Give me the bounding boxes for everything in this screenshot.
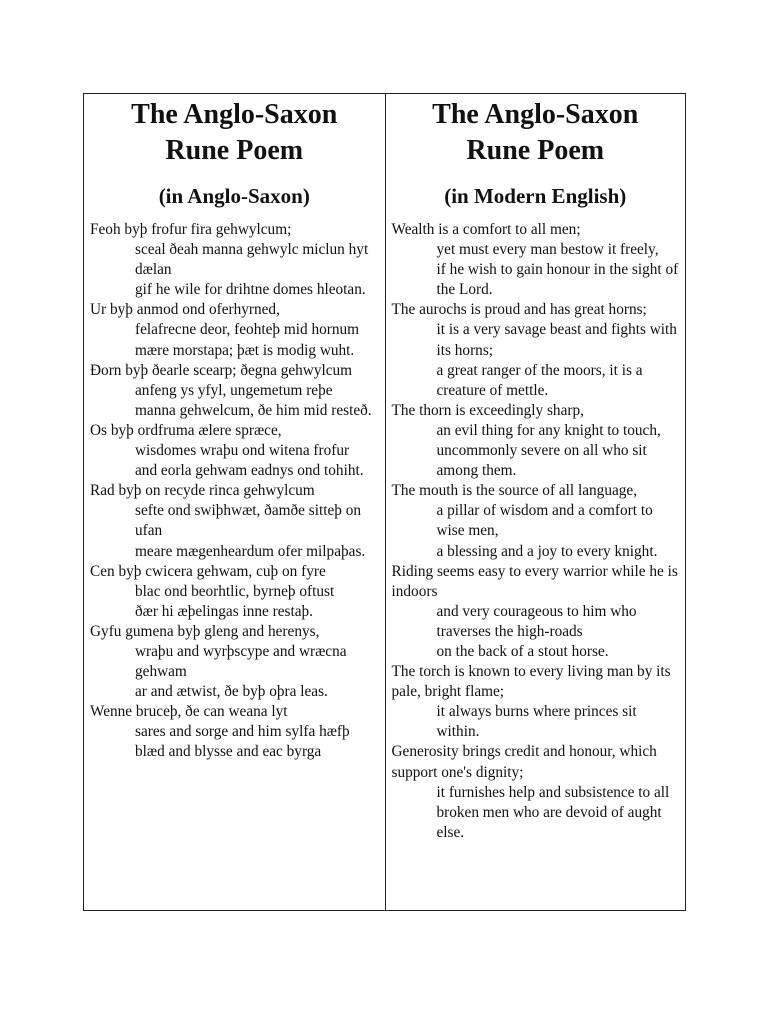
stanza (392, 481, 680, 561)
left-subtitle: (in Anglo-Saxon) (158, 184, 310, 208)
stanza-line: felafrecne deor, feohteþ mid hornum (135, 321, 360, 339)
stanza-line: Rad byþ on recyde rinca gehwylcum (90, 482, 315, 500)
stanza-line: wraþu and wyrþscype and wræcna gehwam (135, 642, 347, 681)
stanza-line: The torch is known to every living man by its pale, bright flame; (391, 663, 671, 701)
stanza-line: Cen byþ cwicera gehwam, cuþ on fyre (90, 562, 326, 580)
stanza-line: and very courageous to him who traverses the high-roads (436, 602, 637, 640)
stanza-line: blac ond beorhtlic, byrneþ oftust (135, 582, 335, 600)
stanza (392, 300, 680, 400)
stanza-line: Wealth is a comfort to all men; (391, 221, 581, 238)
stanza-line: it is a very savage beast and fights with its horns; (436, 321, 677, 359)
stanza-line: Riding seems easy to every warrior while he is indoors (391, 562, 678, 600)
stanza-line: yet must every man bestow it freely, (436, 241, 659, 259)
stanza-line: wisdomes wraþu ond witena frofur (135, 442, 350, 460)
stanza-line: sceal ðeah manna gehwylc miclun hyt dælan (135, 241, 369, 279)
stanza-line: blæd and blysse and eac byrga (135, 743, 322, 761)
right-title-line2: Rune Poem (466, 135, 605, 166)
stanza-line: The aurochs is proud and has great horns; (391, 301, 647, 319)
stanza-line: if he wish to gain honour in the sight of the Lord. (436, 261, 679, 299)
stanza-line: and eorla gehwam eadnys ond tohiht. (135, 462, 364, 480)
left-title-line2: Rune Poem (165, 135, 304, 166)
stanza (392, 662, 680, 742)
stanza-line: The mouth is the source of all language, (391, 482, 638, 500)
right-subtitle: (in Modern English) (444, 184, 627, 208)
stanza-line: meare mægenheardum ofer milpaþas. (135, 542, 366, 560)
stanza (392, 562, 680, 662)
stanza-line: sefte ond swiþhwæt, ðamðe sitteþ on ufan (135, 502, 362, 540)
stanza-line: a blessing and a joy to every knight. (436, 542, 658, 560)
anglo-saxon-column (84, 94, 385, 910)
stanza (90, 562, 379, 622)
right-stanza-list (392, 220, 680, 843)
stanza-line: it always burns where princes sit within. (436, 703, 637, 741)
left-title-line1: The Anglo-Saxon (131, 99, 338, 130)
stanza-line: mære morstapa; þæt is modig wuht. (135, 341, 355, 359)
stanza-line: sares and sorge and him sylfa hæfþ (135, 723, 350, 741)
stanza (90, 220, 379, 300)
stanza-line: Ur byþ anmod ond oferhyrned, (90, 301, 280, 319)
right-title (392, 97, 680, 169)
stanza-line: ar and ætwist, ðe byþ oþra leas. (135, 683, 328, 701)
stanza-line: a pillar of wisdom and a comfort to wise men, (436, 502, 653, 540)
stanza-line: on the back of a stout horse. (436, 642, 609, 660)
stanza (392, 742, 680, 842)
stanza-line: an evil thing for any knight to touch, (436, 421, 661, 439)
stanza-line: Feoh byþ frofur fira gehwylcum; (90, 221, 292, 238)
stanza-line: gif he wile for drihtne domes hleotan. (135, 281, 366, 299)
stanza-line: manna gehwelcum, ðe him mid resteð. (135, 401, 372, 419)
stanza (90, 481, 379, 561)
stanza-line: ðær hi æþelingas inne restaþ. (135, 602, 314, 620)
stanza (90, 702, 379, 762)
stanza-line: Os byþ ordfruma ælere spræce, (90, 421, 282, 439)
modern-english-column (385, 94, 686, 910)
stanza (90, 622, 379, 702)
stanza-line: The thorn is exceedingly sharp, (391, 401, 584, 419)
stanza-line: uncommonly severe on all who sit among them. (436, 442, 647, 480)
stanza-line: a great ranger of the moors, it is a creature of mettle. (436, 361, 643, 399)
stanza-line: Wenne bruceþ, ðe can weana lyt (90, 703, 288, 721)
rune-poem-table (83, 93, 686, 911)
stanza-line: Gyfu gumena byþ gleng and herenys, (90, 622, 320, 640)
stanza (90, 361, 379, 421)
left-title (90, 97, 379, 169)
stanza (90, 421, 379, 481)
stanza (90, 300, 379, 360)
stanza-line: anfeng ys yfyl, ungemetum reþe (135, 381, 333, 399)
stanza (392, 401, 680, 481)
stanza-line: Ðorn byþ ðearle scearp; ðegna gehwylcum (90, 361, 353, 379)
stanza (392, 220, 680, 300)
stanza-line: it furnishes help and subsistence to all broken men who are devoid of aught else. (436, 783, 670, 841)
stanza-line: Generosity brings credit and honour, which support one's dignity; (391, 743, 657, 781)
left-stanza-list (90, 220, 379, 763)
right-title-line1: The Anglo-Saxon (432, 99, 639, 130)
